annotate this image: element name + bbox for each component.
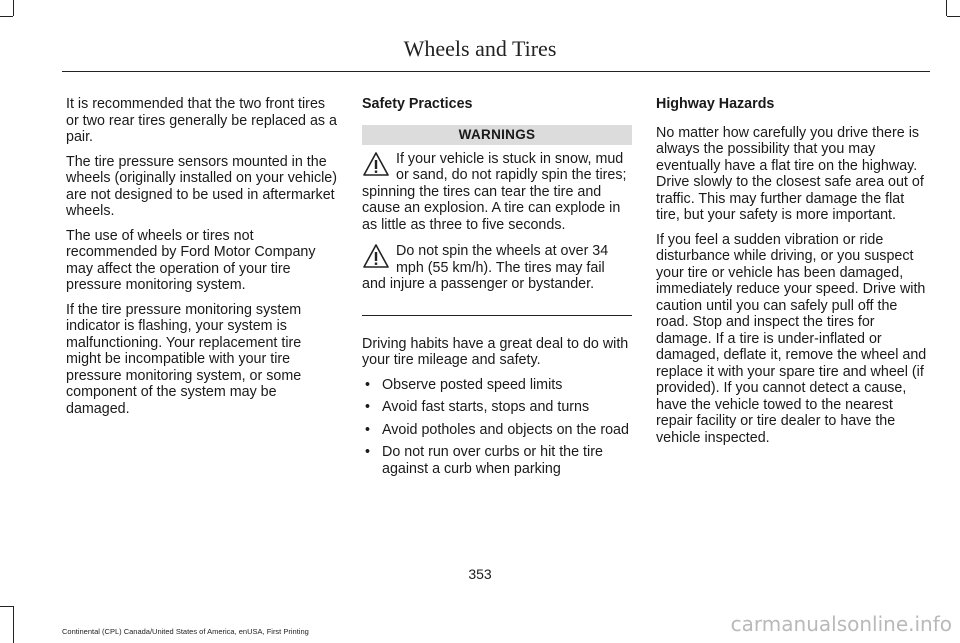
header-divider (62, 71, 930, 72)
crop-mark-top-left-v (13, 0, 14, 16)
page-title: Wheels and Tires (403, 36, 557, 61)
column-middle (362, 96, 632, 483)
list-item: • Avoid fast starts, stops and turns (365, 399, 590, 415)
warning-text: Do not spin the wheels at over 34 mph (55 km/h). The tires may fail and injure a passenger or bystander. (362, 243, 609, 292)
bullet-icon: • (365, 399, 371, 415)
paragraph: If the tire pressure monitoring system indicator is flashing, your system is malfunctioning. Your replacement tire might be incompatible with your tire pressure monitoring system, or some component of the system may be damaged. (66, 301, 302, 417)
warning-triangle-icon (362, 151, 390, 177)
warning-triangle-icon (362, 243, 390, 269)
crop-mark-top-left-h (0, 16, 13, 17)
paragraph: No matter how carefully you drive there is always the possibility that you may eventually have a flat tire on the highway. Drive slowly to the closest safe area out of traffic. This may further damage the flat tire, but your safety is more important. (656, 124, 924, 223)
paragraph: It is recommended that the two front tires or two rear tires generally be replaced as a pair. (66, 96, 337, 145)
list-item: • Avoid potholes and objects on the road (365, 421, 629, 438)
paragraph: Driving habits have a great deal to do with your tire mileage and safety. (362, 335, 629, 368)
paragraph: The use of wheels or tires not recommended by Ford Motor Company may affect the operation of your tire pressure monitoring system. (66, 227, 316, 293)
warnings-divider (362, 315, 632, 316)
paragraph: If you feel a sudden vibration or ride disturbance while driving, or you suspect your tire or vehicle has been damaged, immediately reduce your speed. Drive with caution until you can safely pull off the road. Stop and inspect the tires for damage. If a tire is under-inflated or damaged, deflate it, remove the wheel and replace it with your spare tire and wheel (if provided). If you cannot detect a cause, have the vehicle towed to the nearest repair facility or tire dealer to have the vehicle inspected. (656, 231, 927, 446)
column-left (66, 96, 338, 425)
watermark: carmanualsonline.info (730, 612, 952, 636)
section-heading-highway-hazards: Highway Hazards (656, 96, 775, 112)
paragraph: The tire pressure sensors mounted in the wheels (originally installed on your vehicle) are not designed to be used in aftermarket wheels. (66, 153, 337, 219)
column-right (656, 96, 928, 454)
bullet-icon: • (365, 376, 371, 393)
warning-item (362, 243, 632, 293)
warnings-banner: WARNINGS (362, 125, 632, 145)
printing-footer: Continental (CPL) Canada/United States of America, enUSA, First Printing (62, 627, 309, 636)
crop-mark-bottom-left-v (13, 606, 14, 643)
list-item: • Do not run over curbs or hit the tire against a curb when parking (365, 444, 603, 477)
warning-item (362, 151, 632, 234)
driving-tips-list (362, 377, 632, 478)
crop-mark-top-right-v (946, 0, 947, 16)
bullet-icon: • (365, 421, 371, 438)
list-item: • Observe posted speed limits (365, 376, 563, 393)
bullet-icon: • (365, 444, 371, 460)
crop-mark-bottom-left-h (0, 606, 13, 607)
section-heading-safety-practices: Safety Practices (362, 96, 473, 112)
crop-mark-top-right-h (947, 16, 960, 17)
warning-text: If your vehicle is stuck in snow, mud or sand, do not rapidly spin the tires; spinning the tires can tear the tire and cause an explosion. A tire can explode in as little as three to five seconds. (362, 150, 627, 233)
page-number: 353 (468, 566, 492, 582)
